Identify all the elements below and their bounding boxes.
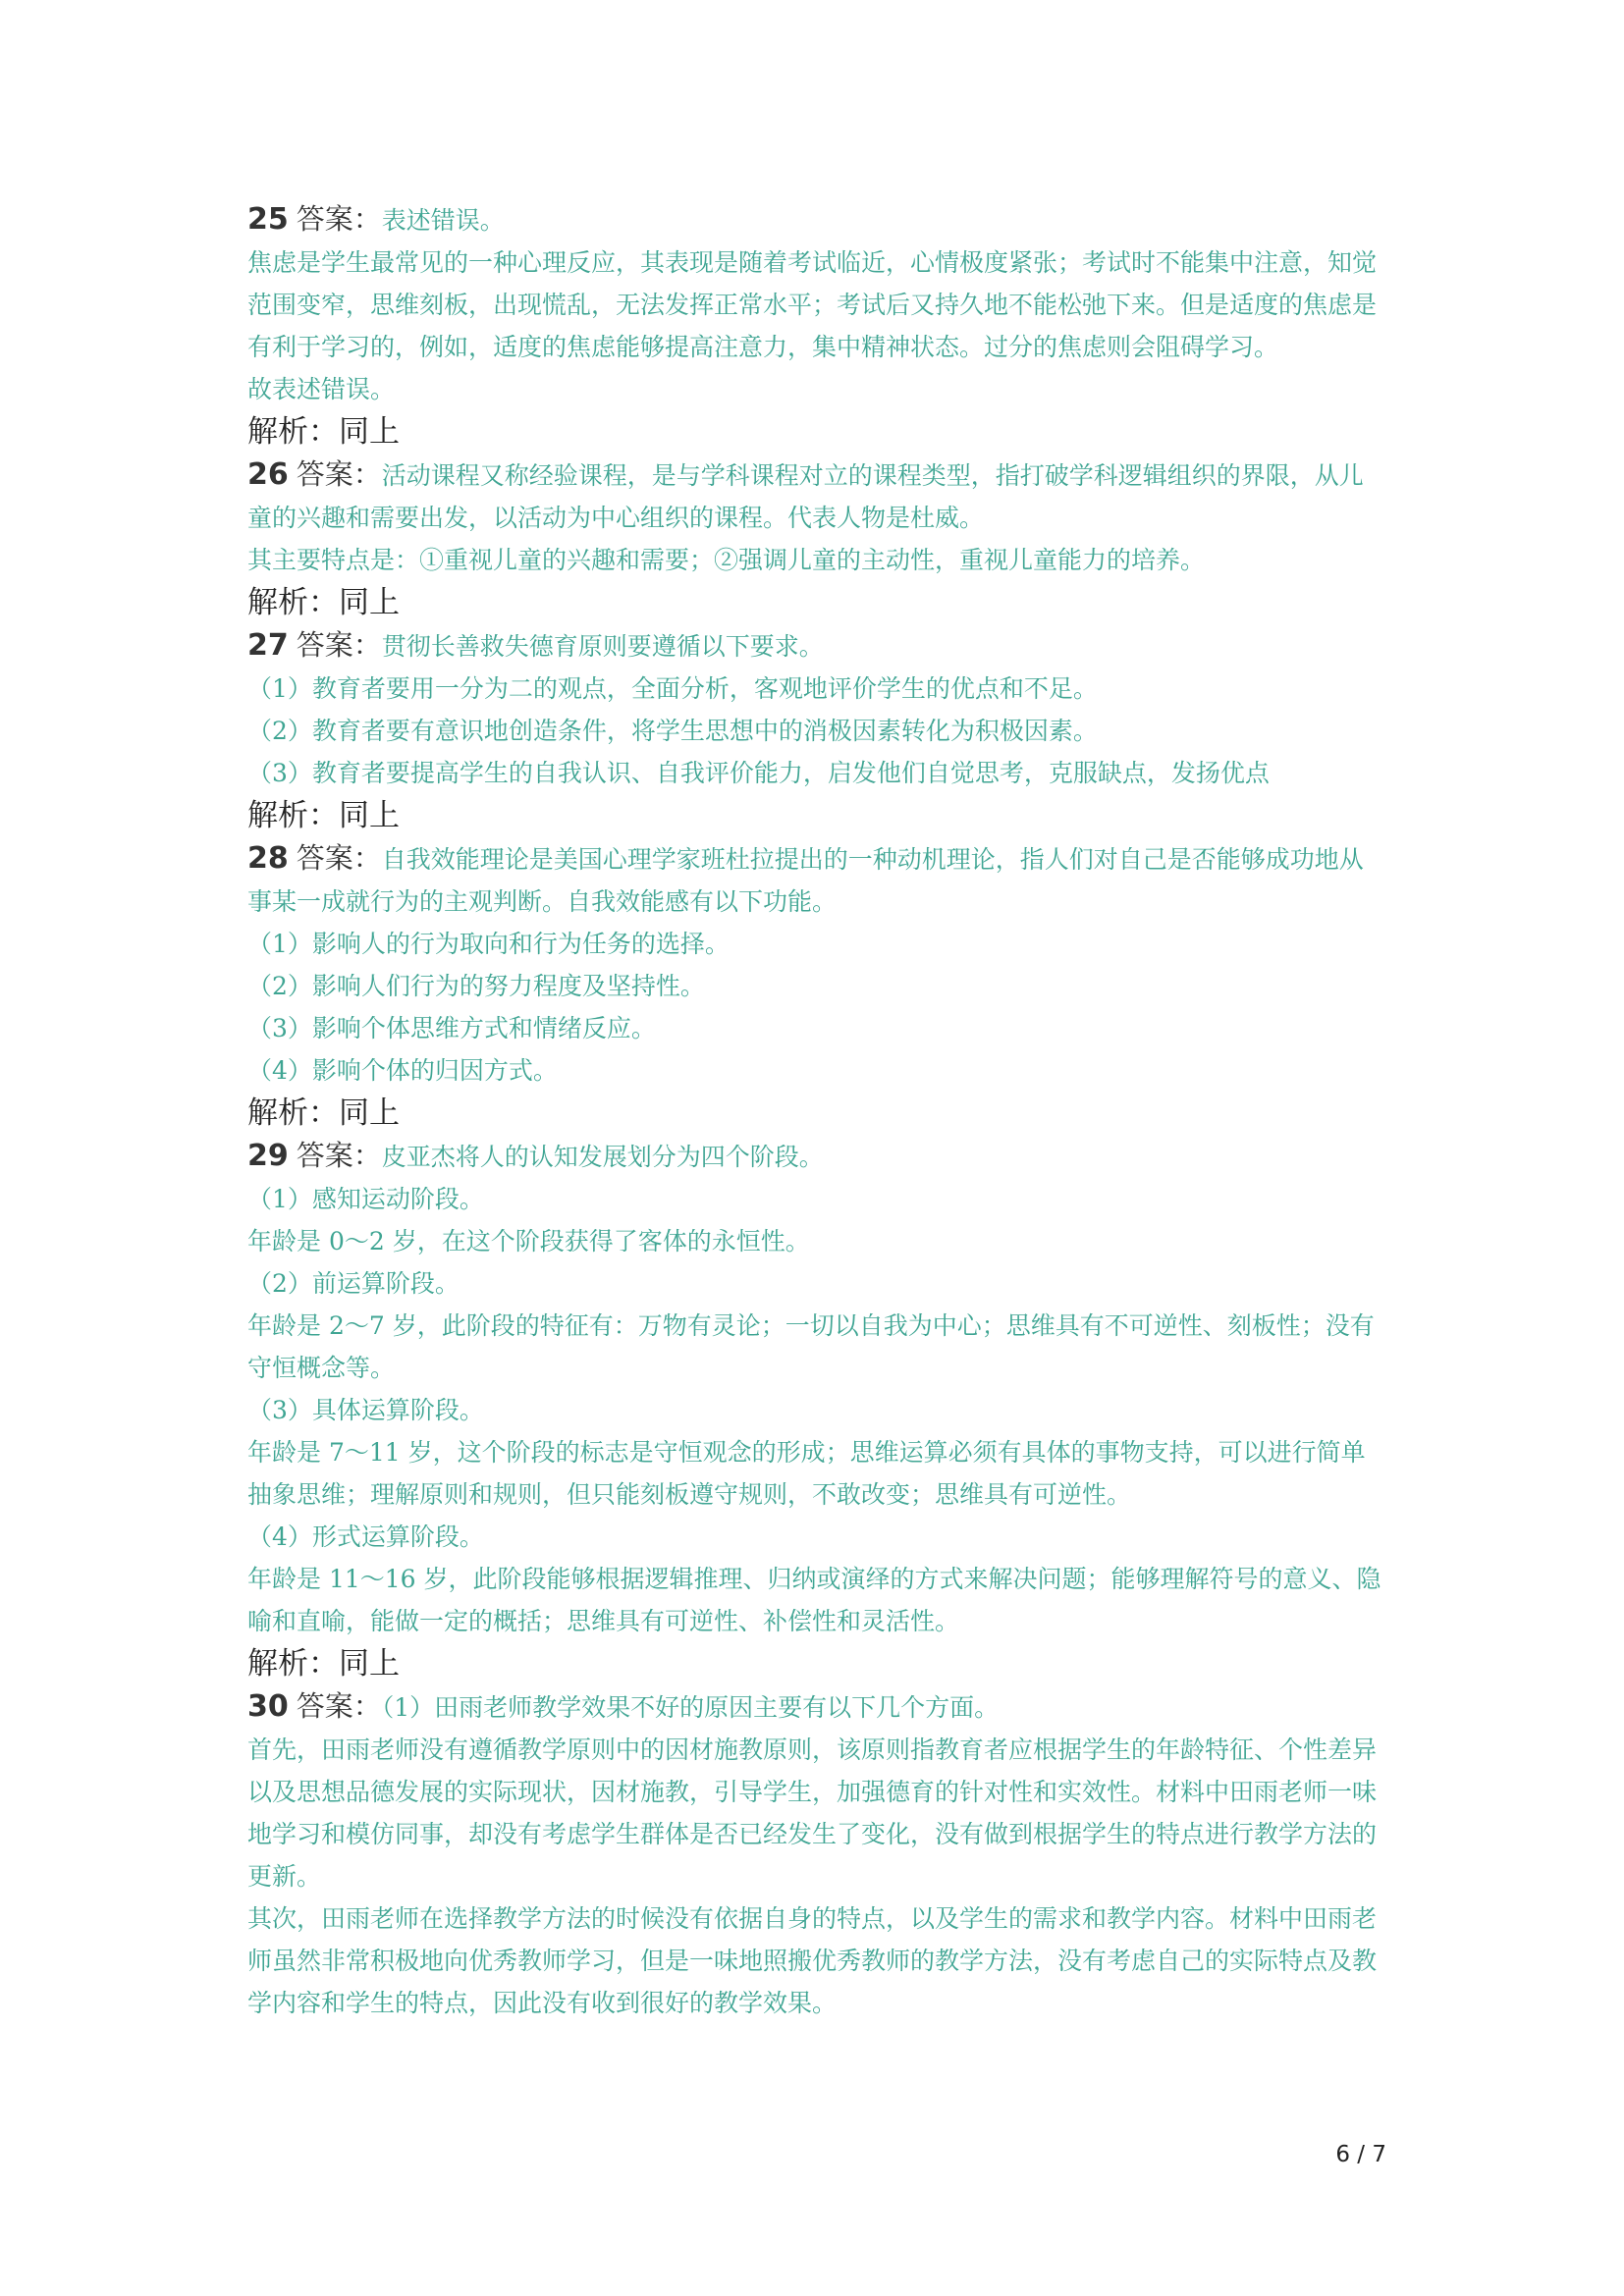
- answer-first-line: [247, 1685, 1386, 1729]
- answer-first-line: [247, 454, 1386, 539]
- answer-block-25: [247, 198, 1386, 454]
- answer-text: 皮亚杰将人的认知发展划分为四个阶段。: [381, 1143, 824, 1171]
- answer-label: 答案：: [296, 628, 382, 662]
- answer-paragraph: 首先，田雨老师没有遵循教学原则中的因材施教原则，该原则指教育者应根据学生的年龄特征、个性差异以及思想品德发展的实际现状，因材施教，引导学生，加强德育的针对性和实效性。材料中田雨老师一味地学习和模仿同事，却没有考虑学生群体是否已经发生了变化，没有做到根据学生的特点进行教学方法的更新。: [247, 1735, 1378, 1891]
- answer-block-26: [247, 454, 1386, 624]
- answer-paragraph: 故表述错误。: [247, 375, 396, 403]
- question-number: 27: [247, 628, 289, 663]
- question-number: 26: [247, 457, 289, 492]
- question-number: 28: [247, 841, 289, 876]
- answer-paragraph: 年龄是 11～16 岁，此阶段能够根据逻辑推理、归纳或演绎的方式来解决问题；能够理解符号的意义、隐喻和直喻，能做一定的概括；思维具有可逆性、补偿性和灵活性。: [247, 1565, 1381, 1635]
- answer-paragraph: （2）教育者要有意识地创造条件，将学生思想中的消极因素转化为积极因素。: [247, 717, 1098, 745]
- document-body: [247, 198, 1386, 2024]
- answer-block-29: [247, 1135, 1386, 1685]
- answer-text: 活动课程又称经验课程，是与学科课程对立的课程类型，指打破学科逻辑组织的界限，从儿童的兴趣和需要出发，以活动为中心组织的课程。代表人物是杜威。: [247, 461, 1364, 532]
- answer-text: 表述错误。: [381, 206, 505, 235]
- answer-paragraph: （1）感知运动阶段。: [247, 1185, 484, 1213]
- analysis-line: 解析：同上: [247, 1646, 400, 1682]
- answer-label: 答案：: [296, 841, 382, 875]
- answer-paragraph: （4）形式运算阶段。: [247, 1522, 484, 1551]
- answer-label: 答案：: [296, 202, 382, 236]
- analysis-line: 解析：同上: [247, 585, 400, 620]
- answer-label: 答案：: [296, 1689, 382, 1723]
- question-number: 30: [247, 1689, 289, 1724]
- analysis-line: 解析：同上: [247, 798, 400, 833]
- answer-label: 答案：: [296, 457, 382, 491]
- answer-paragraph: （4）影响个体的归因方式。: [247, 1056, 558, 1085]
- answer-paragraph: 其主要特点是：①重视儿童的兴趣和需要；②强调儿童的主动性，重视儿童能力的培养。: [247, 546, 1206, 574]
- answer-paragraph: 年龄是 7～11 岁，这个阶段的标志是守恒观念的形成；思维运算必须有具体的事物支持，可以进行简单抽象思维；理解原则和规则，但只能刻板遵守规则，不敢改变；思维具有可逆性。: [247, 1438, 1366, 1509]
- analysis-line: 解析：同上: [247, 414, 400, 450]
- answer-paragraph: （2）前运算阶段。: [247, 1269, 460, 1298]
- answer-block-30: [247, 1685, 1386, 2024]
- answer-paragraph: （3）教育者要提高学生的自我认识、自我评价能力，启发他们自觉思考，克服缺点，发扬优点: [247, 759, 1270, 787]
- answer-paragraph: （3）具体运算阶段。: [247, 1396, 484, 1424]
- answer-paragraph: （1）影响人的行为取向和行为任务的选择。: [247, 930, 730, 958]
- answer-paragraph: （1）教育者要用一分为二的观点，全面分析，客观地评价学生的优点和不足。: [247, 674, 1098, 703]
- answer-block-28: [247, 837, 1386, 1135]
- answer-label: 答案：: [296, 1139, 382, 1172]
- answer-first-line: [247, 837, 1386, 923]
- answer-paragraph: 其次，田雨老师在选择教学方法的时候没有依据自身的特点，以及学生的需求和教学内容。材料中田雨老师虽然非常积极地向优秀教师学习，但是一味地照搬优秀教师的教学方法，没有考虑自己的实际特点及教学内容和学生的特点，因此没有收到很好的教学效果。: [247, 1904, 1378, 2017]
- question-number: 29: [247, 1139, 289, 1173]
- answer-block-27: [247, 624, 1386, 837]
- answer-text: 自我效能理论是美国心理学家班杜拉提出的一种动机理论，指人们对自己是否能够成功地从事某一成就行为的主观判断。自我效能感有以下功能。: [247, 845, 1364, 916]
- answer-first-line: [247, 1135, 1386, 1178]
- answer-paragraph: 焦虑是学生最常见的一种心理反应，其表现是随着考试临近，心情极度紧张；考试时不能集中注意，知觉范围变窄，思维刻板，出现慌乱，无法发挥正常水平；考试后又持久地不能松弛下来。但是适度的焦虑是有利于学习的，例如，适度的焦虑能够提高注意力，集中精神状态。过分的焦虑则会阻碍学习。: [247, 248, 1378, 361]
- answer-text: 贯彻长善救失德育原则要遵循以下要求。: [381, 632, 824, 661]
- answer-paragraph: （3）影响个体思维方式和情绪反应。: [247, 1014, 656, 1042]
- page-number: 6 / 7: [1335, 2142, 1386, 2167]
- answer-first-line: [247, 624, 1386, 667]
- answer-paragraph: （2）影响人们行为的努力程度及坚持性。: [247, 972, 705, 1000]
- question-number: 25: [247, 202, 289, 237]
- analysis-line: 解析：同上: [247, 1095, 400, 1131]
- answer-paragraph: 年龄是 2～7 岁，此阶段的特征有：万物有灵论；一切以自我为中心；思维具有不可逆性、刻板性；没有守恒概念等。: [247, 1311, 1375, 1382]
- answer-first-line: [247, 198, 1386, 241]
- answer-paragraph: 年龄是 0～2 岁，在这个阶段获得了客体的永恒性。: [247, 1227, 810, 1255]
- answer-text: （1）田雨老师教学效果不好的原因主要有以下几个方面。: [381, 1693, 1000, 1722]
